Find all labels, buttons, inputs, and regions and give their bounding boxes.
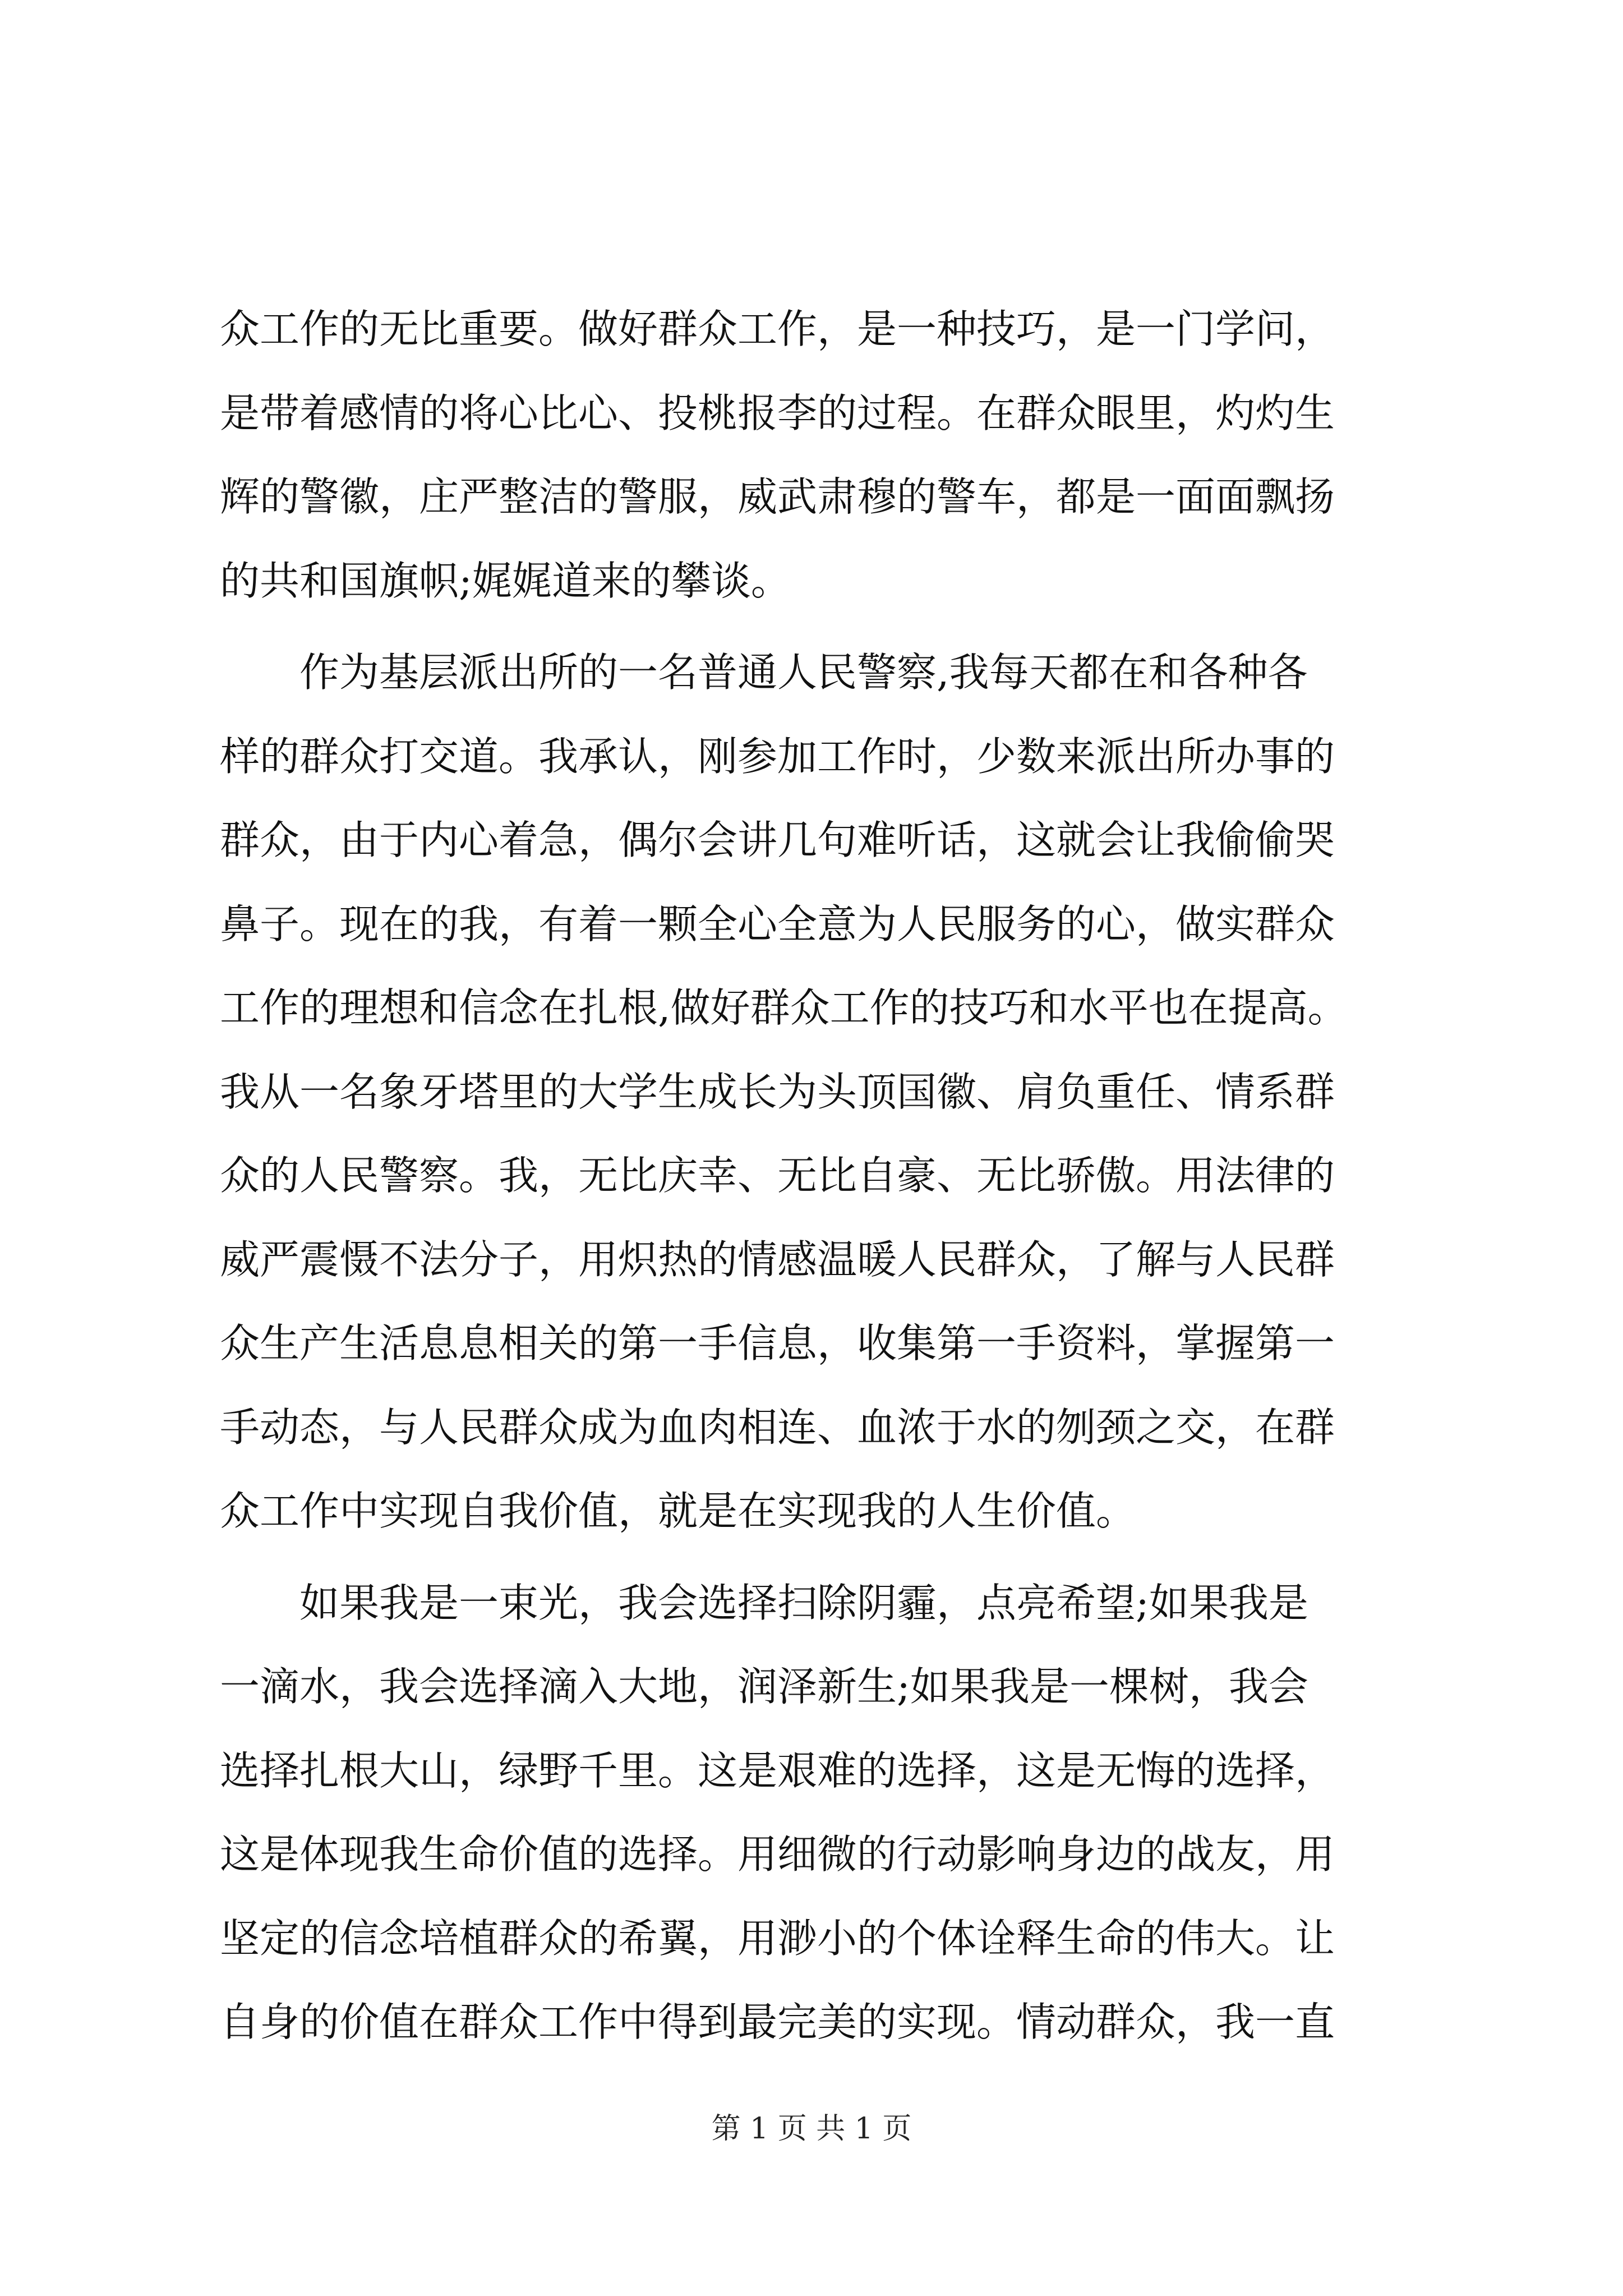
text-line: 鼻子。现在的我，有着一颗全心全意为人民服务的心，做实群众 (220, 900, 1335, 947)
text-line: 选择扎根大山，绿野千里。这是艰难的选择，这是无悔的选择， (220, 1747, 1335, 1794)
paragraph (220, 287, 1437, 623)
text-line: 坚定的信念培植群众的希翼，用渺小的个体诠释生命的伟大。让 (220, 1915, 1335, 1962)
text-line: 如果我是一束光，我会选择扫除阴霾，点亮希望;如果我是 (220, 1579, 1308, 1626)
text-line: 作为基层派出所的一名普通人民警察,我每天都在和各种各 (220, 649, 1308, 696)
text-line: 众工作中实现自我价值，就是在实现我的人生价值。 (220, 1488, 1136, 1534)
text-line: 自身的价值在群众工作中得到最完美的实现。情动群众，我一直 (220, 1999, 1335, 2045)
text-line: 众工作的无比重要。做好群众工作，是一种技巧，是一门学问， (220, 306, 1335, 352)
text-line: 一滴水，我会选择滴入大地，润泽新生;如果我是一棵树，我会 (220, 1663, 1308, 1710)
text-line: 辉的警徽，庄严整洁的警服，威武肃穆的警车，都是一面面飘扬 (220, 473, 1335, 520)
paragraph (220, 1561, 1437, 2064)
paragraph-gap (220, 1553, 1437, 1561)
text-line: 这是体现我生命价值的选择。用细微的行动影响身边的战友，用 (220, 1831, 1335, 1878)
paragraph (220, 631, 1437, 1553)
text-line: 的共和国旗帜;娓娓道来的攀谈。 (220, 557, 791, 604)
text-line: 样的群众打交道。我承认，刚参加工作时，少数来派出所办事的 (220, 733, 1335, 780)
text-line: 众的人民警察。我，无比庆幸、无比自豪、无比骄傲。用法律的 (220, 1152, 1335, 1199)
text-line: 我从一名象牙塔里的大学生成长为头顶国徽、肩负重任、情系群 (220, 1068, 1335, 1115)
text-line: 威严震慑不法分子，用炽热的情感温暖人民群众，了解与人民群 (220, 1236, 1335, 1283)
paragraph-gap (220, 623, 1437, 631)
text-line: 是带着感情的将心比心、投桃报李的过程。在群众眼里，灼灼生 (220, 389, 1335, 436)
page-footer (0, 2109, 1623, 2148)
text-line: 手动态，与人民群众成为血肉相连、血浓于水的刎颈之交，在群 (220, 1404, 1335, 1451)
page-number: 第 1 页 共 1 页 (711, 2112, 912, 2146)
document-body (220, 287, 1437, 2064)
text-line: 工作的理想和信念在扎根,做好群众工作的技巧和水平也在提高。 (220, 984, 1348, 1031)
text-line: 群众，由于内心着急，偶尔会讲几句难听话，这就会让我偷偷哭 (220, 817, 1335, 863)
text-line: 众生产生活息息相关的第一手信息，收集第一手资料，掌握第一 (220, 1320, 1335, 1366)
